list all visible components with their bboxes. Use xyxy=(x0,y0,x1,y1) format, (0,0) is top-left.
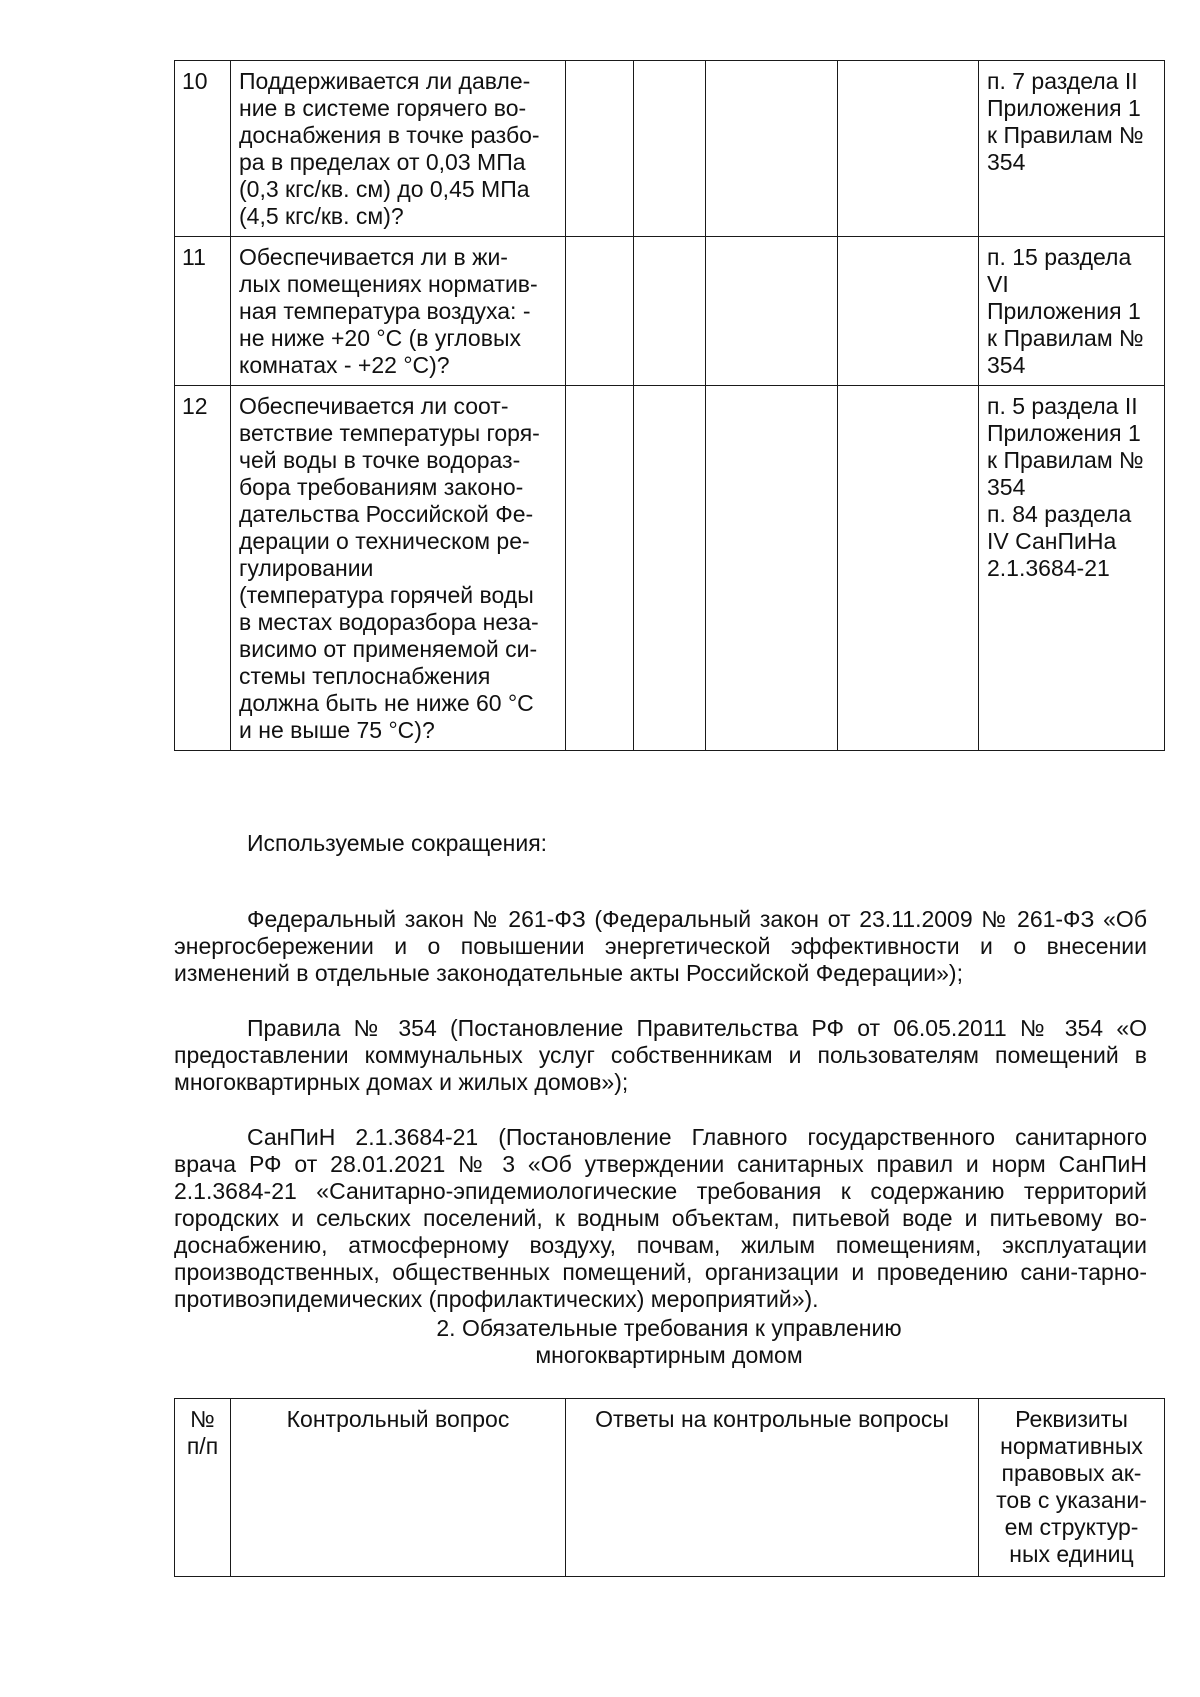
legal-reference: п. 5 раздела II Приложения 1 к Правилам № 354 п. 84 раздела IV СанПиНа 2.1.3684-21 xyxy=(979,386,1165,751)
note-cell[interactable] xyxy=(838,237,979,386)
abbreviation-text: Федеральный закон № 261-ФЗ (Федеральный закон от 23.11.2009 № 261-ФЗ «Об энергосбережении и о повышении энергетической эффективности и о внесении изменений в отдельные законодательные акты Российской Федерации»); xyxy=(174,906,1147,986)
row-number: 12 xyxy=(175,386,231,751)
section2-table xyxy=(174,1398,1165,1577)
answer-na-cell[interactable] xyxy=(706,386,838,751)
column-header-question: Контрольный вопрос xyxy=(231,1399,566,1577)
row-number: 10 xyxy=(175,61,231,237)
abbreviation-sanpin xyxy=(174,1097,1147,1340)
answer-yes-cell[interactable] xyxy=(566,237,634,386)
answer-no-cell[interactable] xyxy=(634,61,706,237)
control-question: Поддерживается ли давле- ние в системе горячего во- доснабжения в точке разбо- ра в пределах от 0,03 МПа (0,3 кгс/кв. см) до 0,45 МПа (4,5 кгс/кв. см)? xyxy=(231,61,566,237)
table-header-row xyxy=(175,1399,1165,1577)
legal-reference: п. 15 раздела VI Приложения 1 к Правилам № 354 xyxy=(979,237,1165,386)
note-cell[interactable] xyxy=(838,386,979,751)
section-heading: 2. Обязательные требования к управлению многоквартирным домом xyxy=(436,1315,902,1368)
row-number: 11 xyxy=(175,237,231,386)
control-question: Обеспечивается ли соот- ветствие температуры горя- чей воды в точке водораз- бора требованиям законо- дательства Российской Фе- дерации о техническом ре- гулировании (температура горячей воды в местах водоразбора неза- висимо от применяемой си- стемы теплоснабжения должна быть не ниже 60 °С и не выше 75 °С)? xyxy=(231,386,566,751)
answer-yes-cell[interactable] xyxy=(566,61,634,237)
legal-reference: п. 7 раздела II Приложения 1 к Правилам № 354 xyxy=(979,61,1165,237)
answer-na-cell[interactable] xyxy=(706,237,838,386)
abbreviation-text: СанПиН 2.1.3684-21 (Постановление Главного государственного санитарного врача РФ от 28.01.2021 № 3 «Об утверждении санитарных правил и норм СанПиН 2.1.3684-21 «Санитарно-эпидемиологические требования к содержанию территорий городских и сельских поселений, к водным объектам, питьевой воде и питьевому во-доснабжению, атмосферному воздуху, почвам, жилым помещениям, эксплуатации производственных, общественных помещений, организации и проведению сани-тарно-противоэпидемических (профилактических) мероприятий»). xyxy=(174,1124,1147,1312)
checklist-table xyxy=(174,60,1165,751)
table-row xyxy=(175,61,1165,237)
note-cell[interactable] xyxy=(838,61,979,237)
abbreviation-text: Правила № 354 (Постановление Правительства РФ от 06.05.2011 № 354 «О предоставлении коммунальных услуг собственникам и пользователям помещений в многоквартирных домах и жилых домов»); xyxy=(174,1015,1147,1095)
answer-yes-cell[interactable] xyxy=(566,386,634,751)
column-header-answers: Ответы на контрольные вопросы xyxy=(566,1399,979,1577)
control-question: Обеспечивается ли в жи- лых помещениях норматив- ная температура воздуха: - не ниже +20 °С (в угловых комнатах - +22 °С)? xyxy=(231,237,566,386)
answer-na-cell[interactable] xyxy=(706,61,838,237)
table-row xyxy=(175,386,1165,751)
column-header-number: № п/п xyxy=(175,1399,231,1577)
column-header-reference: Реквизиты нормативных правовых ак- тов с указани- ем структур- ных единиц xyxy=(979,1399,1165,1577)
table-row xyxy=(175,237,1165,386)
answer-no-cell[interactable] xyxy=(634,386,706,751)
answer-no-cell[interactable] xyxy=(634,237,706,386)
abbreviations-title: Используемые сокращения: xyxy=(247,830,548,856)
